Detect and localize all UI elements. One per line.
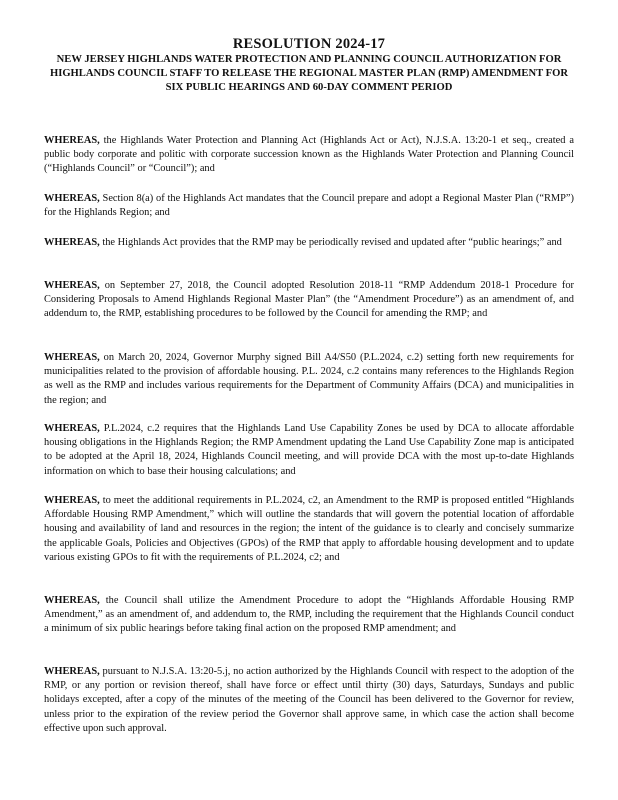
whereas-paragraph-4 (44, 279, 574, 322)
whereas-lead: WHEREAS, (44, 423, 100, 434)
whereas-lead: WHEREAS, (44, 237, 100, 248)
paragraph-text: the Highlands Water Protection and Planning Act (Highlands Act or Act), N.J.S.A. 13:20-1 et seq., created a public body corporate and politic with corporate succession known as the Highlands Water Protection and Planning Council (“Highlands Council” or “Council”); and (44, 135, 574, 175)
whereas-paragraph-5 (44, 351, 574, 408)
whereas-paragraph-9 (44, 665, 574, 736)
paragraph-text: to meet the additional requirements in P.L.2024, c2, an Amendment to the RMP is proposed entitled “Highlands Affordable Housing RMP Amendment,” which will outline the standards that will govern the potential location of affordable housing and availability of land and resources in the region; the intent of the guidance is to clearly and concisely summarize the applicable Goals, Policies and Objectives (GPOs) of the RMP that apply to affordable housing development and to update various existing GPOs to fit with the requirements of P.L.2024, c2; and (44, 495, 574, 563)
whereas-lead: WHEREAS, (44, 135, 100, 146)
whereas-lead: WHEREAS, (44, 495, 100, 506)
paragraph-text: Section 8(a) of the Highlands Act mandates that the Council prepare and adopt a Regional Master Plan (“RMP”) for the Highlands Region; and (44, 193, 574, 219)
whereas-paragraph-7 (44, 494, 574, 565)
whereas-paragraph-8 (44, 594, 574, 637)
paragraph-text: on September 27, 2018, the Council adopted Resolution 2018-11 “RMP Addendum 2018-1 Procedure for Considering Proposals to Amend Highlands Regional Master Plan” (the “Amendment Procedure”) as an amendment of, and addendum to, the RMP, establishing procedures to be followed by the Council for amending the RMP; and (44, 280, 574, 320)
resolution-title: RESOLUTION 2024-17 (232, 36, 386, 52)
paragraph-text: on March 20, 2024, Governor Murphy signed Bill A4/S50 (P.L.2024, c.2) setting forth new requirements for municipalities related to the provision of affordable housing. P.L. 2024, c.2 contains many references to the Highlands Region as well as the RMP and includes various requirements for the Department of Community Affairs (DCA) and municipalities in the region; and (44, 352, 574, 406)
whereas-paragraph-6 (44, 422, 574, 479)
whereas-paragraph-1 (44, 134, 574, 177)
paragraph-text: the Council shall utilize the Amendment Procedure to adopt the “Highlands Affordable Housing RMP Amendment,” as an amendment of, and addendum to, the RMP, including the requirement that the Highlands Council conduct a minimum of six public hearings before taking final action on the proposed RMP amendment; and (44, 595, 574, 635)
whereas-lead: WHEREAS, (44, 280, 100, 291)
whereas-lead: WHEREAS, (44, 352, 100, 363)
whereas-lead: WHEREAS, (44, 193, 100, 204)
whereas-paragraph-2 (44, 192, 574, 220)
whereas-paragraph-3 (44, 236, 574, 250)
resolution-subtitle: NEW JERSEY HIGHLANDS WATER PROTECTION AND PLANNING COUNCIL AUTHORIZATION FOR HIGHLANDS COUNCIL STAFF TO RELEASE THE REGIONAL MASTER PLAN (RMP) AMENDMENT FOR SIX PUBLIC HEARINGS AND 60-DAY COMMENT PERIOD (49, 54, 569, 93)
paragraph-text: P.L.2024, c.2 requires that the Highlands Land Use Capability Zones be used by DCA to allocate affordable housing obligations in the Highlands Region; the RMP Amendment updating the Land Use Capability Zone map is anticipated to be adopted at the April 18, 2024, Highlands Council meeting, and will provide DCA with the most up-to-date Highlands information on which to base their housing calculations; and (44, 423, 574, 477)
paragraph-text: the Highlands Act provides that the RMP may be periodically revised and updated after “public hearings;” and (99, 237, 562, 248)
whereas-lead: WHEREAS, (44, 666, 100, 677)
paragraph-text: pursuant to N.J.S.A. 13:20-5.j, no action authorized by the Highlands Council with respect to the adoption of the RMP, or any portion or revision thereof, shall have force or effect until thirty (30) days, Saturdays, Sundays and public holidays excepted, after a copy of the minutes of the meeting of the Council has been delivered to the Governor for review, unless prior to the expiration of the review period the Governor shall approve same, in which case the action shall become effective upon such approval. (44, 666, 574, 734)
whereas-lead: WHEREAS, (44, 595, 100, 606)
